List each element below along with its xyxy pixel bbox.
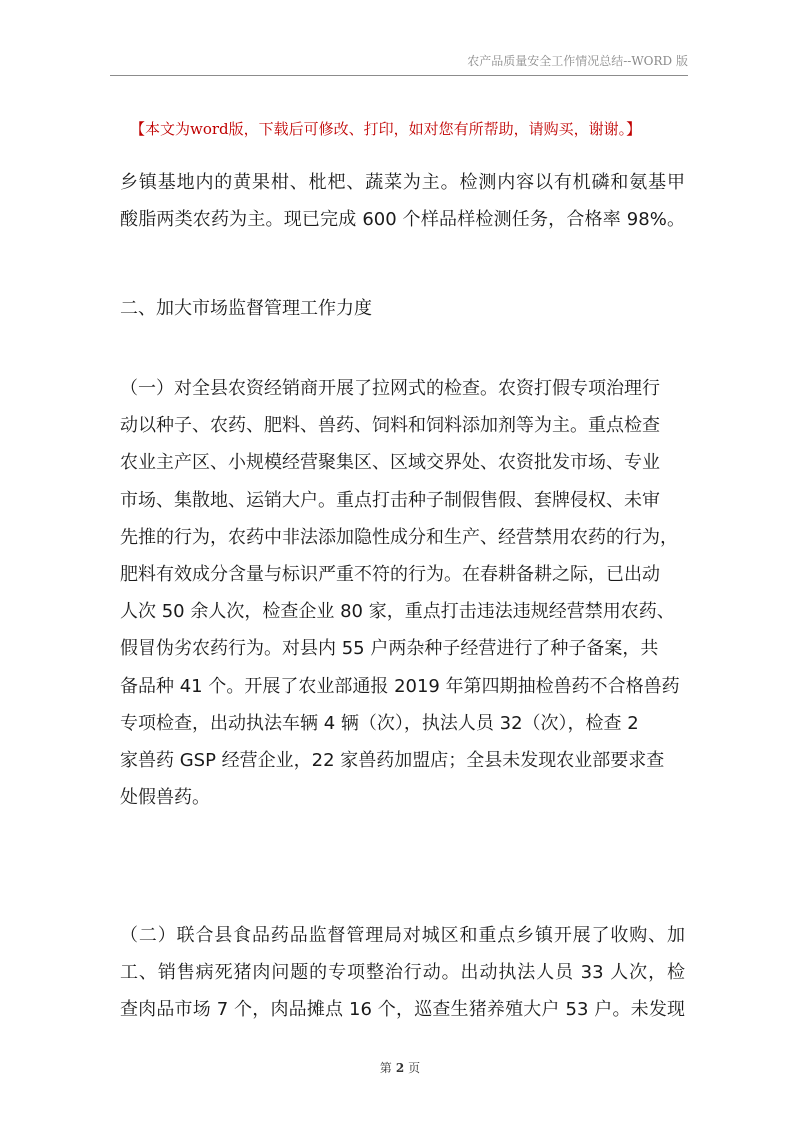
- text-line: 工、销售病死猪肉问题的专项整治行动。出动执法人员 33 人次，检: [120, 962, 685, 984]
- header-title: 农产品质量安全工作情况总结--WORD 版: [467, 54, 688, 68]
- text-line: 处假兽药。: [120, 787, 210, 809]
- page-header: [110, 52, 688, 76]
- paragraph-market-inspection: [120, 370, 685, 816]
- paragraph-joint-action: [120, 917, 685, 1029]
- text-line: 农业主产区、小规模经营聚集区、区域交界处、农资批发市场、专业: [120, 452, 660, 474]
- text-line: 专项检查，出动执法车辆 4 辆（次），执法人员 32（次），检查 2: [120, 712, 639, 734]
- text-line: 先推的行为，农药中非法添加隐性成分和生产、经营禁用农药的行为，: [120, 526, 678, 548]
- text-line: 人次 50 余人次，检查企业 80 家，重点打击违法违规经营禁用农药、: [120, 601, 675, 623]
- text-line: 动以种子、农药、肥料、兽药、饲料和饲料添加剂等为主。重点检查: [120, 415, 660, 437]
- page-number: 2: [395, 1061, 405, 1075]
- text-line: 家兽药 GSP 经营企业，22 家兽药加盟店；全县未发现农业部要求查: [120, 750, 665, 772]
- page-footer: [0, 1059, 800, 1076]
- footer-suffix: 页: [408, 1061, 421, 1075]
- section-heading: 二、加大市场监督管理工作力度: [120, 298, 372, 319]
- text-line: （二）联合县食品药品监督管理局对城区和重点乡镇开展了收购、加: [120, 925, 685, 946]
- text-line: 备品种 41 个。开展了农业部通报 2019 年第四期抽检兽药不合格兽药: [120, 675, 680, 697]
- text-line: 市场、集散地、运销大户。重点打击种子制假售假、套牌侵权、未审: [120, 489, 660, 511]
- paragraph-continuation: [120, 164, 685, 238]
- text-line: 乡镇基地内的黄果柑、枇杷、蔬菜为主。检测内容以有机磷和氨基甲: [120, 172, 685, 193]
- text-line: （一）对全县农资经销商开展了拉网式的检查。农资打假专项治理行: [120, 378, 660, 399]
- download-notice: 【本文为word版，下载后可修改、打印，如对您有所帮助，请购买，谢谢。】: [130, 120, 642, 138]
- text-line: 假冒伪劣农药行为。对县内 55 户两杂种子经营进行了种子备案，共: [120, 638, 659, 660]
- text-line: 酸脂两类农药为主。现已完成 600 个样品样检测任务，合格率 98%。: [120, 209, 685, 231]
- footer-prefix: 第: [379, 1061, 392, 1075]
- text-line: 肥料有效成分含量与标识严重不符的行为。在春耕备耕之际，已出动: [120, 564, 660, 586]
- text-line: 查肉品市场 7 个，肉品摊点 16 个，巡查生猪养殖大户 53 户。未发现: [120, 999, 685, 1021]
